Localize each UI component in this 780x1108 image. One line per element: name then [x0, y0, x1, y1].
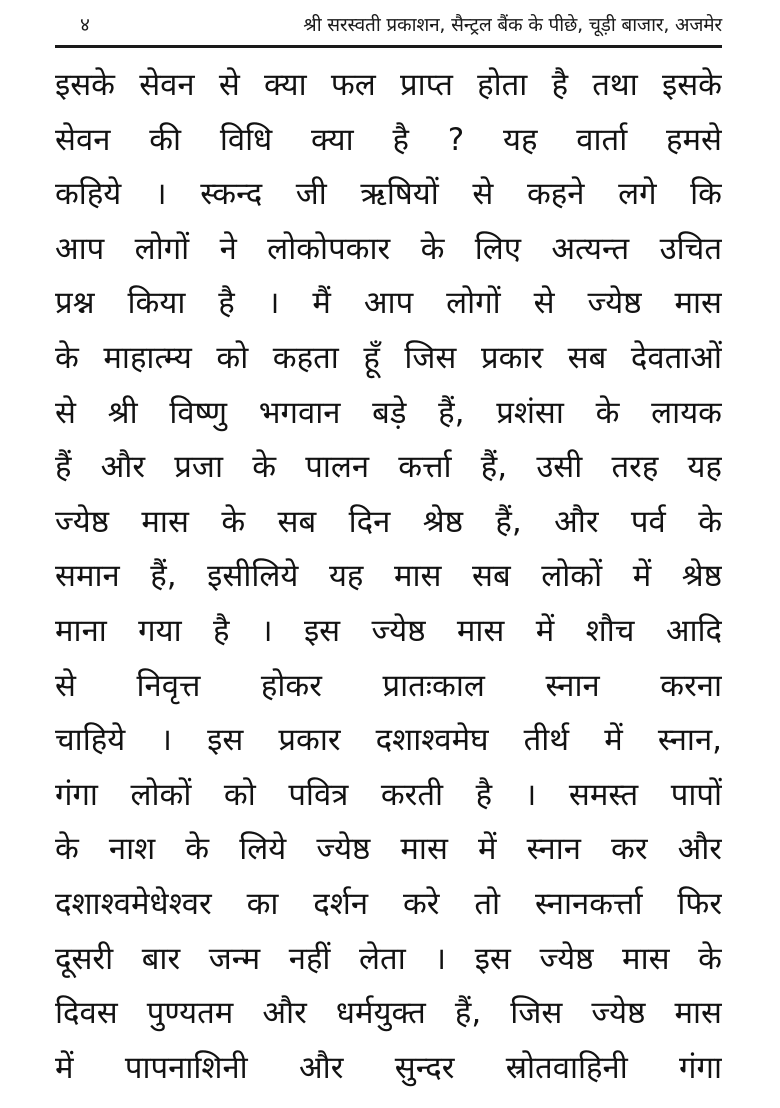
text-line: चाहिये । इस प्रकार दशाश्वमेघ तीर्थ में स्नान, — [55, 722, 722, 759]
body-text — [55, 58, 722, 1095]
text-line: से निवृत्त होकर प्रातःकाल स्नान करना — [55, 667, 722, 704]
text-line: से श्री विष्णु भगवान बड़े हैं, प्रशंसा के लायक — [55, 394, 722, 431]
header-rule — [55, 45, 722, 48]
text-line: माना गया है । इस ज्येष्ठ मास में शौच आदि — [55, 612, 722, 649]
page-header — [55, 8, 722, 40]
page-number: ४ — [80, 14, 90, 36]
text-line: गंगा लोकों को पवित्र करती है । समस्त पापों — [55, 776, 722, 813]
text-line: प्रश्न किया है । मैं आप लोगों से ज्येष्ठ मास — [55, 285, 722, 322]
text-line: दूसरी बार जन्म नहीं लेता । इस ज्येष्ठ मास के — [55, 940, 722, 977]
text-line: कहिये । स्कन्द जी ऋषियों से कहने लगे कि — [55, 176, 722, 213]
text-line: के नाश के लिये ज्येष्ठ मास में स्नान कर और — [55, 831, 722, 868]
text-line: के माहात्म्य को कहता हूँ जिस प्रकार सब देवताओं — [55, 339, 722, 376]
text-line: समान हैं, इसीलिये यह मास सब लोकों में श्रेष्ठ — [55, 558, 722, 595]
text-line: हैं और प्रजा के पालन कर्त्ता हैं, उसी तरह यह — [55, 449, 722, 486]
text-line: दिवस पुण्यतम और धर्मयुक्त हैं, जिस ज्येष्ठ मास — [55, 995, 722, 1032]
text-line: दशाश्वमेधेश्वर का दर्शन करे तो स्नानकर्त्ता फिर — [55, 885, 722, 922]
text-line: ज्येष्ठ मास के सब दिन श्रेष्ठ हैं, और पर्व के — [55, 503, 722, 540]
text-line: में पापनाशिनी और सुन्दर स्रोतवाहिनी गंगा — [55, 1049, 722, 1086]
text-line: इसके सेवन से क्या फल प्राप्त होता है तथा इसके — [55, 67, 722, 103]
running-head: श्री सरस्वती प्रकाशन, सैन्ट्रल बैंक के पीछे, चूड़ी बाजार, अजमेर — [303, 14, 722, 36]
text-line: सेवन की विधि क्या है ? यह वार्ता हमसे — [55, 121, 722, 158]
text-line: आप लोगों ने लोकोपकार के लिए अत्यन्त उचित — [55, 230, 722, 267]
